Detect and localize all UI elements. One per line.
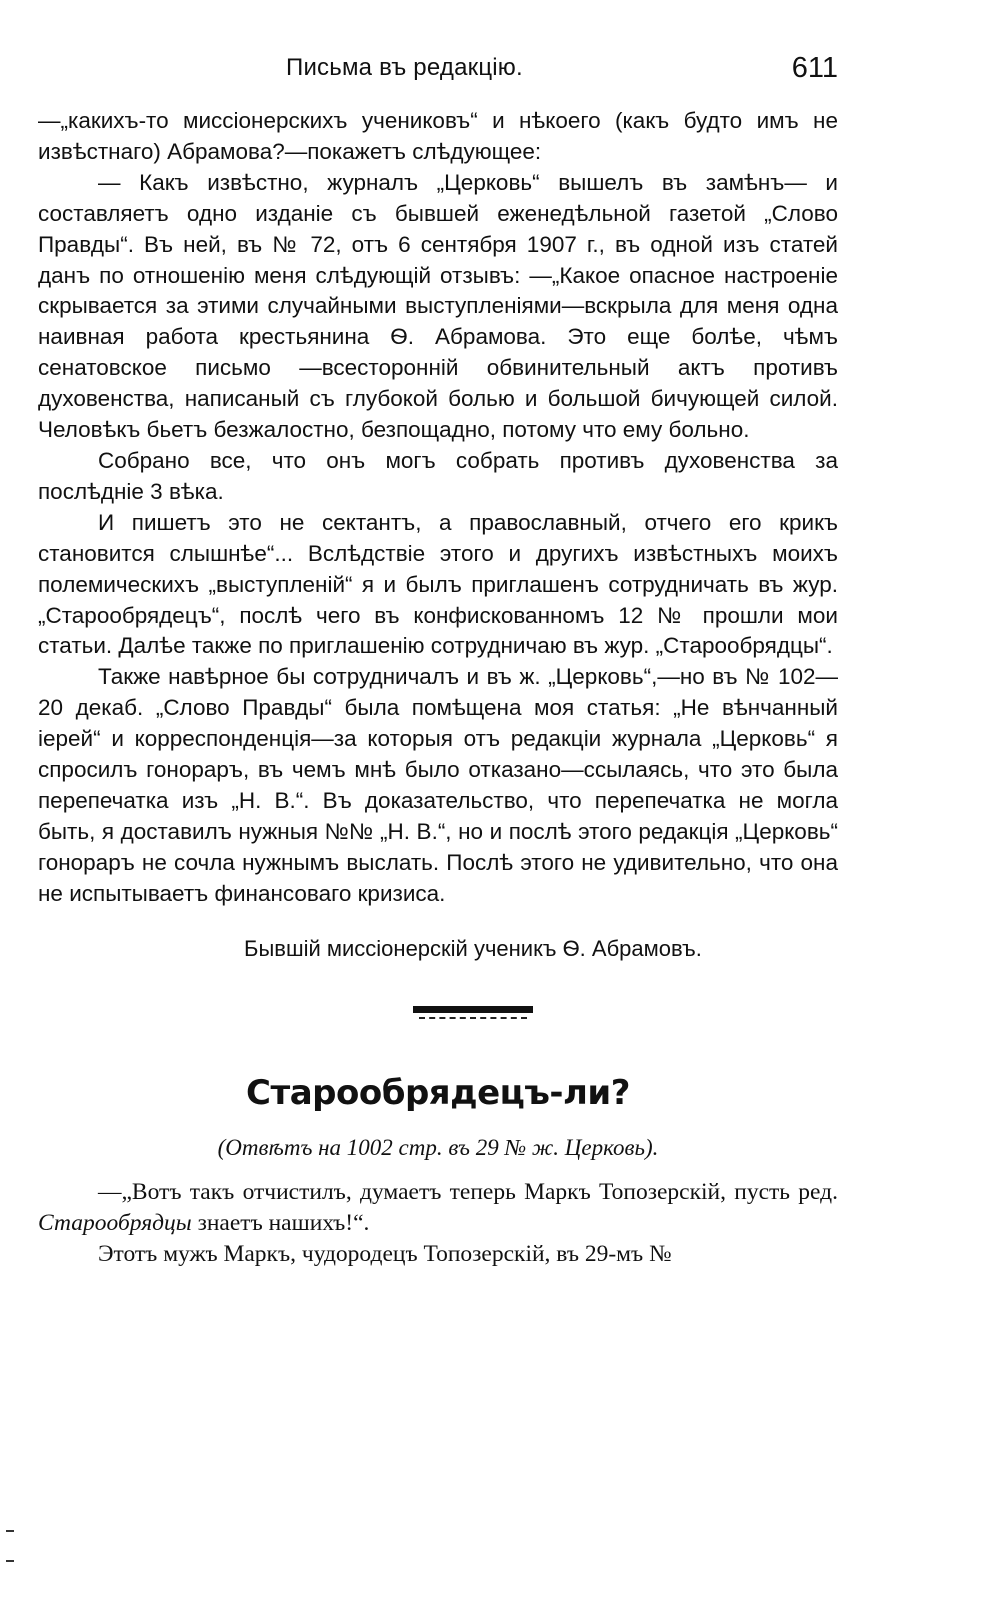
letter-paragraph-2: — Какъ извѣстно, журналъ „Церковь“ вышелъ въ замѣнъ— и составляетъ одно изданіе съ бывшей еженедѣльной газетой „Слово Правды“. Въ ней, въ № 72, отъ 6 сентября 1907 г., въ одной изъ статей данъ по отношенію меня слѣдующій отзывъ: —„Какое опасное настроеніе скрывается за этими случайными выступленіями—вскрыла для меня одна наивная работа крестьянина Ѳ. Абрамова. Это еще болѣе, чѣмъ сенатовское письмо —всесторонній обвинительный актъ противъ духовенства, написаный съ глубокой болью и большой бичующей силой. Человѣкъ бьетъ безжалостно, безпощадно, потому что ему больно.	[38, 169, 838, 443]
article-subtitle: (Отвѣтъ на 1002 стр. въ 29 № ж. Церковь).	[217, 1134, 659, 1160]
letter-paragraph-4: И пишетъ это не сектантъ, а православный, отчего его крикъ становится слышнѣе“... Вслѣдствіе этого и другихъ извѣстныхъ моихъ полемическихъ „выступленій“ я и былъ приглашенъ сотрудничать въ жур. „Старообрядецъ“, послѣ чего въ конфискованномъ 12 № прошли мои статьи. Далѣе также по приглашенію сотрудничаю въ жур. „Старообрядцы“.	[38, 509, 838, 659]
running-title: Письма въ редакцію.	[286, 54, 523, 81]
letter-paragraph-5: Также навѣрное бы сотрудничалъ и въ ж. „Церковь“,—но въ № 102—20 декаб. „Слово Правды“ была помѣщена моя статья: „Не вѣнчанный іерей“ и корреспонденція—за которыя отъ редакціи журнала „Церковь“ я спросилъ гонораръ, въ чемъ мнѣ было отказано—ссылаясь, что это была перепечатка изъ „Н. В.“. Въ доказательство, что перепечатка не могла быть, я доставилъ нужныя №№ „Н. В.“, но и послѣ этого редакція „Церковь“ гонораръ не сочла нужнымъ выслать. Послѣ этого не удивительно, что она не испытываетъ финансоваго кризиса.	[38, 664, 838, 906]
letter-signature: Бывшій миссіонерскій ученикъ Ѳ. Абрамовъ.	[244, 935, 702, 961]
letter-paragraph-3: Собрано все, что онъ могъ собрать противъ духовенства за послѣдніе 3 вѣка.	[38, 447, 838, 504]
article-paragraph-1-italic: Старообрядцы	[38, 1209, 192, 1236]
article-paragraph-1-start: —„Вотъ такъ отчистилъ, думаетъ теперь Маркъ Топозерскій, пусть ред.	[98, 1178, 838, 1205]
scan-edge-mark	[6, 1560, 14, 1562]
section-divider-ornament	[413, 1006, 533, 1021]
article-paragraph-1-end: знаетъ нашихъ!“.	[191, 1209, 370, 1236]
article-title: Старообрядецъ-ли?	[246, 1072, 630, 1113]
page-number: 611	[791, 52, 838, 84]
article-paragraph-1	[38, 1177, 838, 1239]
divider-thick-rule	[413, 1006, 533, 1013]
letter-body	[38, 106, 838, 910]
running-head	[38, 40, 838, 92]
divider-thin-rule	[419, 1017, 527, 1021]
letter-paragraph-1: —„какихъ-то миссіонерскихъ учениковъ“ и нѣкоего (какъ будто имъ не извѣстнаго) Абрамова?—покажетъ слѣдующее:	[38, 108, 838, 164]
article-body	[38, 1177, 838, 1270]
page	[38, 40, 838, 1270]
article-paragraph-2: Этотъ мужъ Маркъ, чудородецъ Топозерскій, въ 29-мъ №	[98, 1240, 672, 1267]
scan-edge-mark	[6, 1530, 14, 1532]
